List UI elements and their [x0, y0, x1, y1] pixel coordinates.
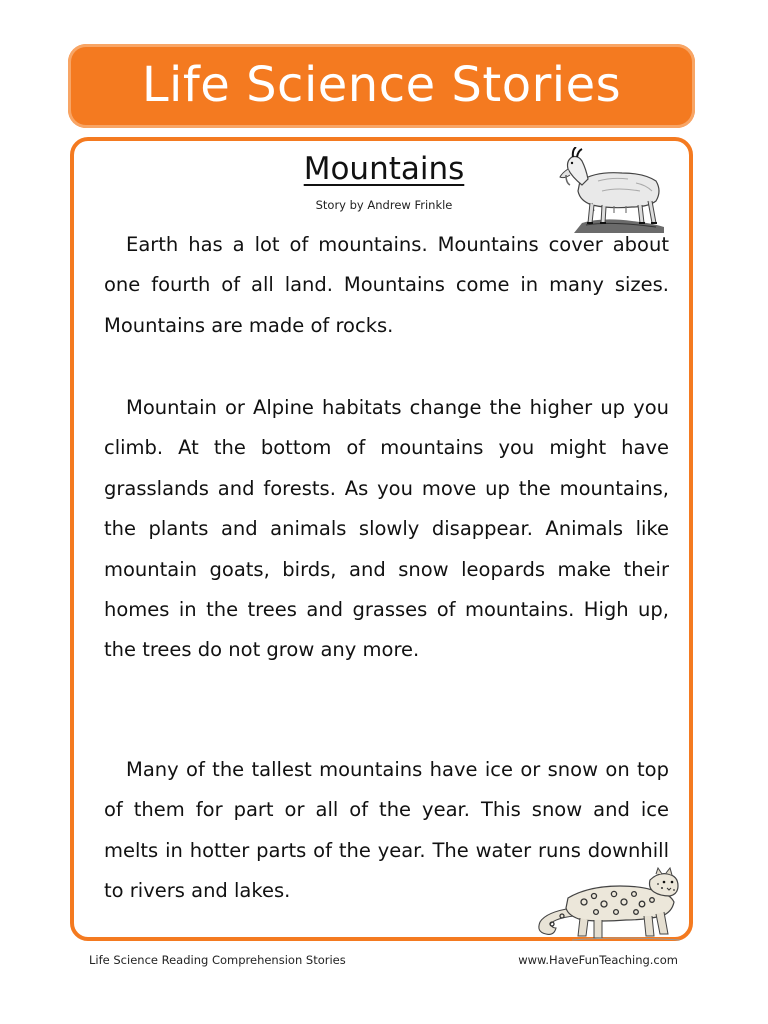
story-paragraph-3: Many of the tallest mountains have ice or snow on top of them for part or all of the year. This snow and ice melts in hotter parts of the year. The water runs downhill to rivers and lakes.	[104, 758, 669, 903]
story-title: Mountains	[303, 151, 465, 187]
story-author: Story by Andrew Frinkle	[315, 198, 453, 212]
footer-series-name: Life Science Reading Comprehension Stories	[89, 953, 346, 967]
mountain-goat-icon	[552, 147, 670, 235]
footer-website[interactable]: www.HaveFunTeaching.com	[518, 953, 678, 967]
story-paragraph-1: Earth has a lot of mountains. Mountains cover about one fourth of all land. Mountains come in many sizes. Mountains are made of rocks.	[104, 233, 669, 337]
story-paragraph-2: Mountain or Alpine habitats change the higher up you climb. At the bottom of mountains you might have grasslands and forests. As you move up the mountains, the plants and animals slowly disappear. Animals like mountain goats, birds, and snow leopards make their homes in the trees and grasses of mountains. High up, the trees do not grow any more.	[104, 396, 669, 662]
header-title: Life Science Stories	[141, 57, 622, 113]
snow-leopard-icon	[532, 858, 682, 944]
header-banner	[68, 44, 695, 128]
